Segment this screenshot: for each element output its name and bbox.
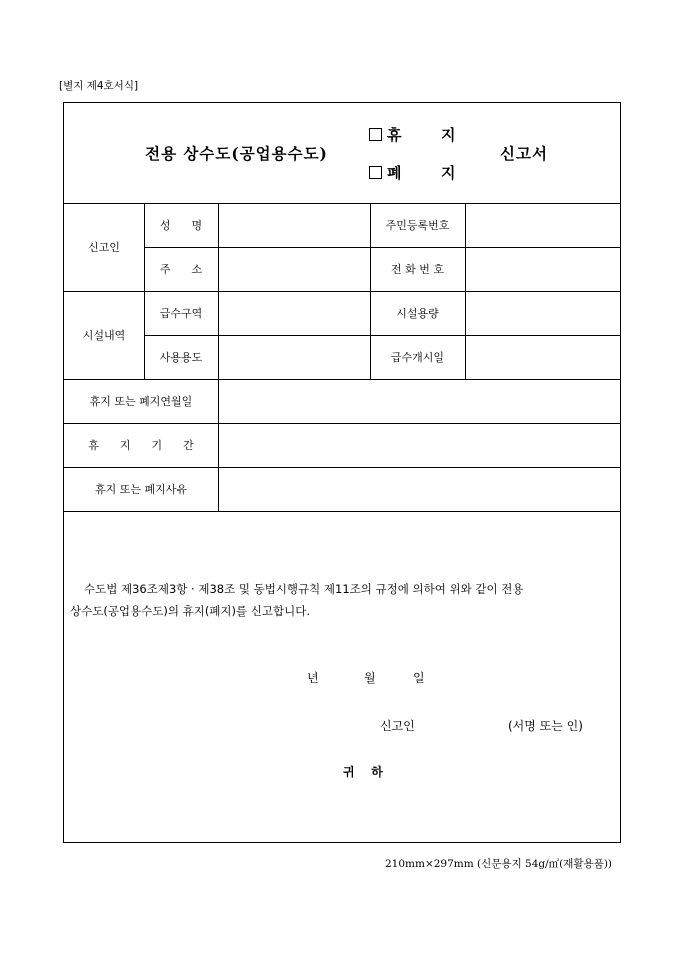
supply-area-field[interactable]	[220, 293, 368, 333]
capacity-field[interactable]	[467, 293, 617, 333]
address-field[interactable]	[220, 249, 368, 289]
form-frame	[63, 102, 621, 843]
date-day-label: 일	[413, 671, 425, 685]
suspension-period-field[interactable]	[220, 425, 617, 465]
usage-label: 사용용도	[159, 351, 203, 364]
date-month-label: 월	[364, 671, 376, 685]
statement-line-2: 상수도(공업용수도)의 휴지(폐지)를 신고합니다.	[70, 604, 310, 618]
facility-group-label: 시설내역	[82, 329, 126, 342]
date-year-label: 년	[307, 671, 319, 685]
start-date-field[interactable]	[467, 337, 617, 377]
address-label: 주 소	[159, 263, 203, 276]
rrn-label: 주민등록번호	[385, 219, 450, 232]
rrn-field[interactable]	[467, 205, 617, 245]
option-suspension-char1: 휴	[387, 125, 402, 144]
divider	[218, 203, 219, 511]
form-title: 전용 상수도(공업용수도)	[145, 144, 328, 163]
addressee-label: 귀 하	[343, 765, 383, 779]
supply-area-label: 급수구역	[159, 307, 203, 320]
option-abolition-char1: 폐	[387, 163, 402, 182]
usage-field[interactable]	[220, 337, 368, 377]
option-suspension[interactable]	[369, 122, 479, 146]
option-abolition-char2: 지	[441, 163, 456, 182]
signature-hint: (서명 또는 인)	[508, 719, 583, 733]
form-number-label: [별지 제4호서식]	[59, 80, 139, 92]
divider	[465, 203, 466, 379]
option-abolition[interactable]	[369, 160, 479, 184]
statement-line-1: 수도법 제36조제3항 · 제38조 및 동법시행규칙 제11조의 규정에 의하여 위와 같이 전용	[84, 582, 524, 596]
name-field[interactable]	[220, 205, 368, 245]
closure-reason-label: 휴지 또는 폐지사유	[94, 483, 187, 496]
name-label: 성 명	[159, 219, 203, 232]
option-suspension-char2: 지	[441, 125, 456, 144]
phone-label: 전 화 번 호	[391, 263, 444, 276]
capacity-label: 시설용량	[396, 307, 439, 320]
closure-reason-field[interactable]	[220, 469, 617, 509]
checkbox-abolition[interactable]	[369, 166, 382, 179]
signature-label: 신고인	[380, 719, 415, 733]
phone-field[interactable]	[467, 249, 617, 289]
suspension-period-label: 휴 지 기 간	[88, 439, 194, 452]
divider	[64, 511, 620, 512]
closure-date-field[interactable]	[220, 381, 617, 421]
form-title-suffix: 신고서	[500, 144, 548, 163]
reporter-group-label: 신고인	[88, 241, 120, 254]
closure-date-label: 휴지 또는 폐지연월일	[89, 395, 193, 408]
start-date-label: 급수개시일	[390, 351, 445, 364]
paper-spec-footer: 210mm×297mm (신문용지 54g/㎡(재활용품))	[385, 858, 613, 870]
checkbox-suspension[interactable]	[369, 128, 382, 141]
